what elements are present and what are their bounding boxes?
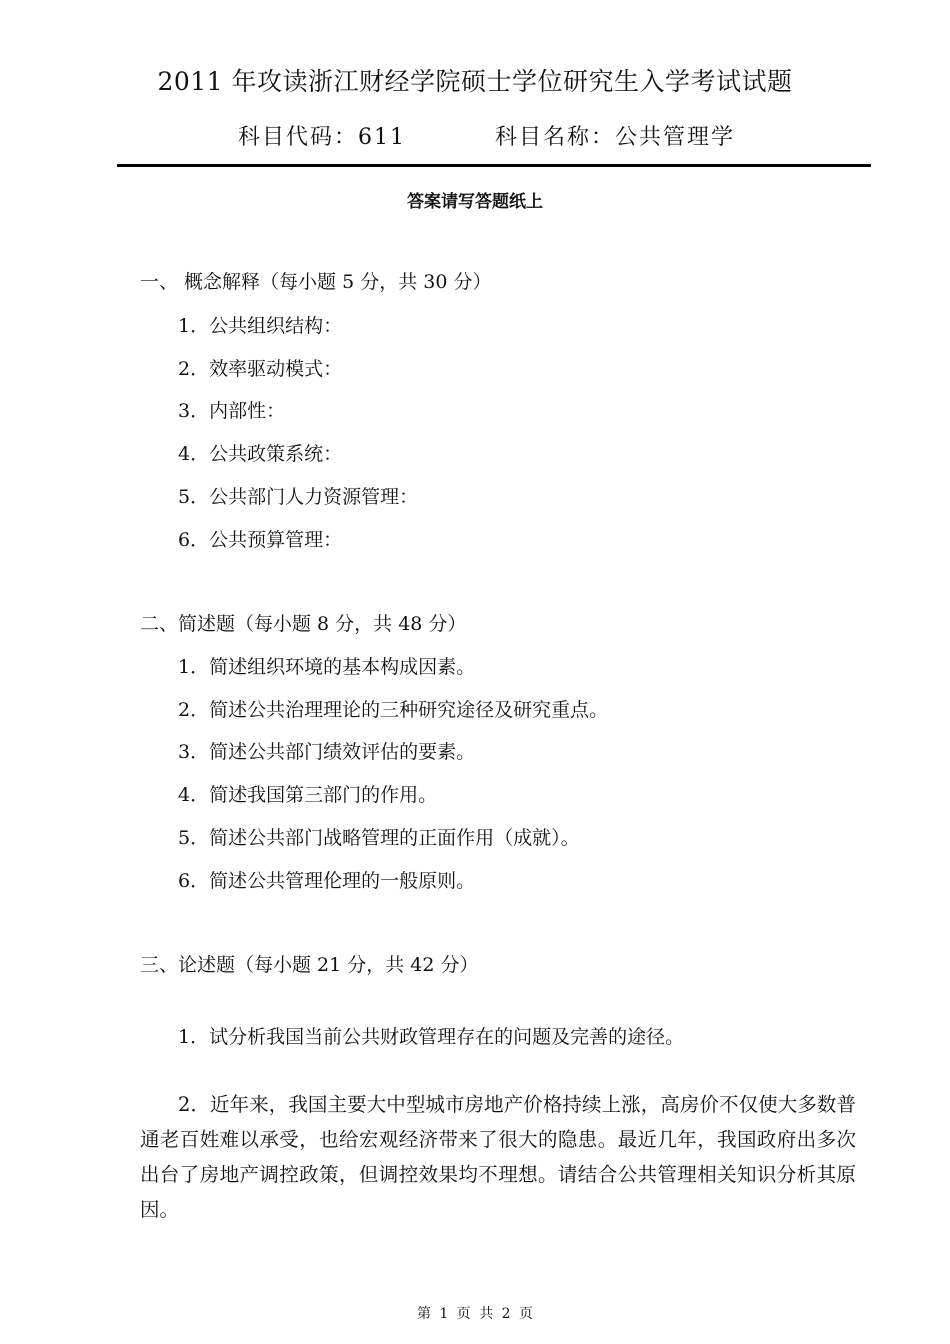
question-item: 3．简述公共部门绩效评估的要素。 [178,741,476,763]
exam-title: 2011 年攻读浙江财经学院硕士学位研究生入学考试试题 [157,67,793,96]
question-item: 2．简述公共治理理论的三种研究途径及研究重点。 [178,699,609,721]
section-heading-essay: 三、论述题（每小题 21 分，共 42 分） [140,954,479,976]
question-item: 4．简述我国第三部门的作用。 [178,784,438,806]
question-item: 6．简述公共管理伦理的一般原则。 [178,870,476,892]
question-item: 3．内部性： [178,400,286,422]
question-item: 5．公共部门人力资源管理： [178,486,419,508]
question-item: 1．简述组织环境的基本构成因素。 [178,656,476,678]
header-divider [117,164,871,167]
subject-name: 科目名称：公共管理学 [495,125,736,150]
answer-notice: 答案请写答题纸上 [407,192,543,212]
essay-question-paragraph: 2．近年来，我国主要大中型城市房地产价格持续上涨，高房价不仅使大多数普通老百姓难以承受，也给宏观经济带来了很大的隐患。最近几年，我国政府出多次出台了房地产调控政策，但调控效果均不理想。请结合公共管理相关知识分析其原因。 [140,1093,856,1221]
question-item: 4．公共政策系统： [178,443,343,465]
question-item: 5．简述公共部门战略管理的正面作用（成就）。 [178,827,580,849]
question-item: 2．效率驱动模式： [178,358,343,380]
question-item: 1．试分析我国当前公共财政管理存在的问题及完善的途径。 [178,1026,685,1048]
question-item: 6．公共预算管理： [178,529,343,551]
question-item: 1．公共组织结构： [178,315,343,337]
section-heading-concepts: 一、 概念解释（每小题 5 分，共 30 分） [140,271,492,293]
subject-code: 科目代码：611 [238,125,406,150]
page-footer: 第 1 页 共 2 页 [416,1306,534,1322]
section-heading-short-answer: 二、简述题（每小题 8 分，共 48 分） [140,613,467,635]
